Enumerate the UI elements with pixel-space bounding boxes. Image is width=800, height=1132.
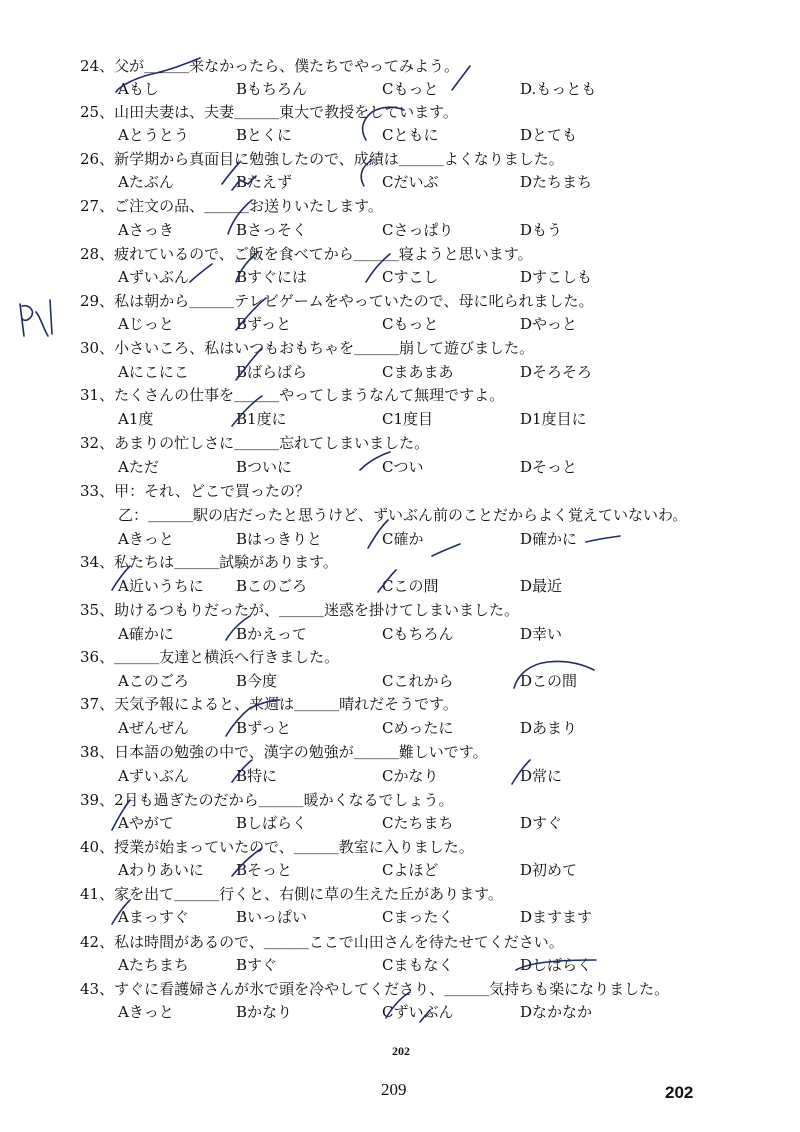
question-number: 31、 xyxy=(80,386,115,404)
question-text: すぐに看護婦さんが氷で頭を冷やしてくださり、＿＿＿気持ちも楽になりました。 xyxy=(114,980,670,998)
question-text: 父が＿＿＿来なかったら、僕たちでやってみよう。 xyxy=(114,57,459,75)
option-a: Aただ xyxy=(118,458,159,476)
option-a: A近いうちに xyxy=(118,577,204,595)
question-text: 私たちは＿＿＿試験があります。 xyxy=(114,553,338,571)
question-text: ご注文の品、＿＿＿お送りいたします。 xyxy=(114,197,383,215)
option-b: Bこのごろ xyxy=(236,577,308,595)
option-c: Cだいぶ xyxy=(382,173,439,191)
option-c: Cずいぶん xyxy=(382,1003,454,1021)
question-27 xyxy=(80,196,780,216)
option-c: Cともに xyxy=(382,126,439,144)
option-c: Cよほど xyxy=(382,861,439,879)
option-c: Cもっと xyxy=(382,80,439,98)
option-d: D初めて xyxy=(520,861,578,879)
option-a: Aずいぶん xyxy=(118,268,189,286)
question-number: 32、 xyxy=(80,434,115,452)
option-c: Cさっぱり xyxy=(382,221,454,239)
options-42 xyxy=(118,954,778,976)
options-32 xyxy=(118,456,778,478)
question-text: 家を出て＿＿＿行くと、右側に草の生えた丘があります。 xyxy=(114,885,503,903)
option-d: Dすぐ xyxy=(520,814,563,832)
question-39 xyxy=(80,790,780,810)
option-b: Bたえず xyxy=(236,173,293,191)
option-d: Dなかなか xyxy=(520,1003,593,1021)
question-text: 助けるつもりだったが、＿＿＿迷惑を掛けてしまいました。 xyxy=(114,601,519,619)
question-text: 新学期から真面目に勉強したので、成績は＿＿＿よくなりました。 xyxy=(114,150,564,168)
option-b: Bはっきりと xyxy=(236,530,323,548)
option-d: D最近 xyxy=(520,577,563,595)
option-b: Bそっと xyxy=(236,861,293,879)
question-number: 33、 xyxy=(80,482,115,500)
question-35 xyxy=(80,600,780,620)
options-34 xyxy=(118,575,778,597)
option-b: Bいっぱい xyxy=(236,908,308,926)
question-text: 日本語の勉強の中で、漢字の勉強が＿＿＿難しいです。 xyxy=(114,743,488,761)
question-number: 38、 xyxy=(80,743,115,761)
question-number: 27、 xyxy=(80,197,115,215)
option-a: Aぜんぜん xyxy=(118,719,189,737)
options-37 xyxy=(118,717,778,739)
question-29 xyxy=(80,291,780,311)
question-33-dialogue: 乙：＿＿＿駅の店だったと思うけど、ずいぶん前のことだからよく覚えていないわ。 xyxy=(118,506,688,524)
options-43 xyxy=(118,1001,778,1023)
option-d: D.もっとも xyxy=(520,80,597,98)
question-text: 授業が始まっていたので、＿＿＿教室に入りました。 xyxy=(114,838,474,856)
question-43 xyxy=(80,979,780,999)
option-a: Aたちまち xyxy=(118,956,189,974)
option-d: Dたちまち xyxy=(520,173,593,191)
question-text: 小さいころ、私はいつもおもちゃを＿＿＿崩して遊びました。 xyxy=(114,339,535,357)
option-c: Cまったく xyxy=(382,908,454,926)
option-b: Bずっと xyxy=(236,315,292,333)
option-c: Cたちまち xyxy=(382,814,454,832)
question-number: 42、 xyxy=(80,933,115,951)
option-b: Bもちろん xyxy=(236,80,308,98)
question-text: あまりの忙しさに＿＿＿忘れてしまいました。 xyxy=(114,434,430,452)
option-a: A1度 xyxy=(118,410,154,428)
option-b: Bさっそく xyxy=(236,221,308,239)
question-36 xyxy=(80,647,780,667)
question-number: 25、 xyxy=(80,103,115,121)
option-c: Cまもなく xyxy=(382,956,454,974)
option-c: Cかなり xyxy=(382,767,439,785)
option-a: Aこのごろ xyxy=(118,672,189,690)
question-31 xyxy=(80,385,780,405)
question-25 xyxy=(80,102,780,122)
option-c: Cこれから xyxy=(382,672,454,690)
options-41 xyxy=(118,906,778,928)
option-a: Aやがて xyxy=(118,814,174,832)
option-c: C1度目 xyxy=(382,410,434,428)
option-a: Aまっすぐ xyxy=(118,908,189,926)
option-c: Cつい xyxy=(382,458,424,476)
option-a: Aにこにこ xyxy=(118,363,189,381)
question-text: 私は朝から＿＿＿テレビゲームをやっていたので、母に叱られました。 xyxy=(114,292,594,310)
question-42 xyxy=(80,932,780,952)
options-40 xyxy=(118,859,778,881)
page-number-small: 202 xyxy=(392,1044,410,1058)
option-b: Bばらばら xyxy=(236,363,308,381)
option-d: Dすこしも xyxy=(520,268,593,286)
options-39 xyxy=(118,812,778,834)
question-number: 36、 xyxy=(80,648,115,666)
options-30 xyxy=(118,361,778,383)
option-d: Dあまり xyxy=(520,719,578,737)
option-a: Aたぶん xyxy=(118,173,174,191)
options-31 xyxy=(118,408,778,430)
option-b: Bすぐには xyxy=(236,268,308,286)
options-24 xyxy=(118,78,778,100)
option-b: Bすぐ xyxy=(236,956,278,974)
option-a: Aずいぶん xyxy=(118,767,189,785)
option-d: Dやっと xyxy=(520,315,578,333)
option-c: Cめったに xyxy=(382,719,454,737)
option-a: Aもし xyxy=(118,80,159,98)
question-number: 29、 xyxy=(80,292,115,310)
question-number: 40、 xyxy=(80,838,115,856)
question-32 xyxy=(80,433,780,453)
option-d: D幸い xyxy=(520,625,563,643)
options-27 xyxy=(118,219,778,241)
option-b: B特に xyxy=(236,767,278,785)
question-number: 35、 xyxy=(80,601,115,619)
options-33 xyxy=(118,528,778,550)
options-35 xyxy=(118,623,778,645)
question-number: 37、 xyxy=(80,695,115,713)
option-b: Bついに xyxy=(236,458,293,476)
options-38 xyxy=(118,765,778,787)
option-b: Bとくに xyxy=(236,126,293,144)
question-38 xyxy=(80,742,780,762)
question-number: 34、 xyxy=(80,553,115,571)
question-text: 疲れているので、ご飯を食べてから＿＿＿寝ようと思います。 xyxy=(114,245,533,263)
option-a: Aきっと xyxy=(118,1003,174,1021)
option-d: Dそっと xyxy=(520,458,578,476)
option-a: Aわりあいに xyxy=(118,861,204,879)
option-d: Dもう xyxy=(520,221,563,239)
option-d: Dますます xyxy=(520,908,593,926)
question-number: 24、 xyxy=(80,57,115,75)
question-number: 41、 xyxy=(80,885,115,903)
question-text: 山田夫妻は、夫妻＿＿＿東大で教授をしています。 xyxy=(114,103,458,121)
options-36 xyxy=(118,670,778,692)
option-b: Bしばらく xyxy=(236,814,308,832)
question-30 xyxy=(80,338,780,358)
option-d: Dしばらく xyxy=(520,956,593,974)
option-a: Aきっと xyxy=(118,530,174,548)
option-d: D常に xyxy=(520,767,563,785)
question-number: 43、 xyxy=(80,980,115,998)
page-number-large: 202 xyxy=(665,1083,694,1102)
option-d: D1度目に xyxy=(520,410,587,428)
option-d: Dこの間 xyxy=(520,672,578,690)
option-b: B今度 xyxy=(236,672,278,690)
option-d: D確かに xyxy=(520,530,578,548)
option-c: C確か xyxy=(382,530,424,548)
question-41 xyxy=(80,884,780,904)
page-number-middle: 209 xyxy=(381,1080,407,1099)
question-number: 28、 xyxy=(80,245,115,263)
option-b: Bかえって xyxy=(236,625,308,643)
question-text: 私は時間があるので、＿＿＿ここで山田さんを待たせてください。 xyxy=(114,933,564,951)
question-37 xyxy=(80,694,780,714)
question-40 xyxy=(80,837,780,857)
option-c: Cこの間 xyxy=(382,577,439,595)
question-text: 2月も過ぎたのだから＿＿＿暖かくなるでしょう。 xyxy=(114,791,454,809)
question-number: 39、 xyxy=(80,791,115,809)
question-24 xyxy=(80,56,780,76)
option-a: Aじっと xyxy=(118,315,174,333)
option-c: Cもっと xyxy=(382,315,439,333)
question-text: ＿＿＿友達と横浜へ行きました。 xyxy=(114,648,340,666)
option-c: Cすこし xyxy=(382,268,439,286)
option-c: Cまあまあ xyxy=(382,363,454,381)
question-text: たくさんの仕事を＿＿＿やってしまうなんて無理ですよ。 xyxy=(114,386,505,404)
option-a: Aとうとう xyxy=(118,126,189,144)
question-34 xyxy=(80,552,780,572)
question-text: 天気予報によると、来週は＿＿＿晴れだそうです。 xyxy=(114,695,458,713)
option-d: Dそろそろ xyxy=(520,363,593,381)
question-number: 26、 xyxy=(80,150,115,168)
options-26 xyxy=(118,171,778,193)
option-d: Dとても xyxy=(520,126,578,144)
question-33 xyxy=(80,481,780,501)
option-b: Bずっと xyxy=(236,719,292,737)
option-a: A確かに xyxy=(118,625,174,643)
question-26 xyxy=(80,149,780,169)
question-text: 甲：それ、どこで買ったの？ xyxy=(114,482,310,500)
options-25 xyxy=(118,124,778,146)
option-b: B1度に xyxy=(236,410,287,428)
option-a: Aさっき xyxy=(118,221,174,239)
options-28 xyxy=(118,266,778,288)
question-28 xyxy=(80,244,780,264)
option-c: Cもちろん xyxy=(382,625,454,643)
question-number: 30、 xyxy=(80,339,115,357)
option-b: Bかなり xyxy=(236,1003,293,1021)
options-29 xyxy=(118,313,778,335)
